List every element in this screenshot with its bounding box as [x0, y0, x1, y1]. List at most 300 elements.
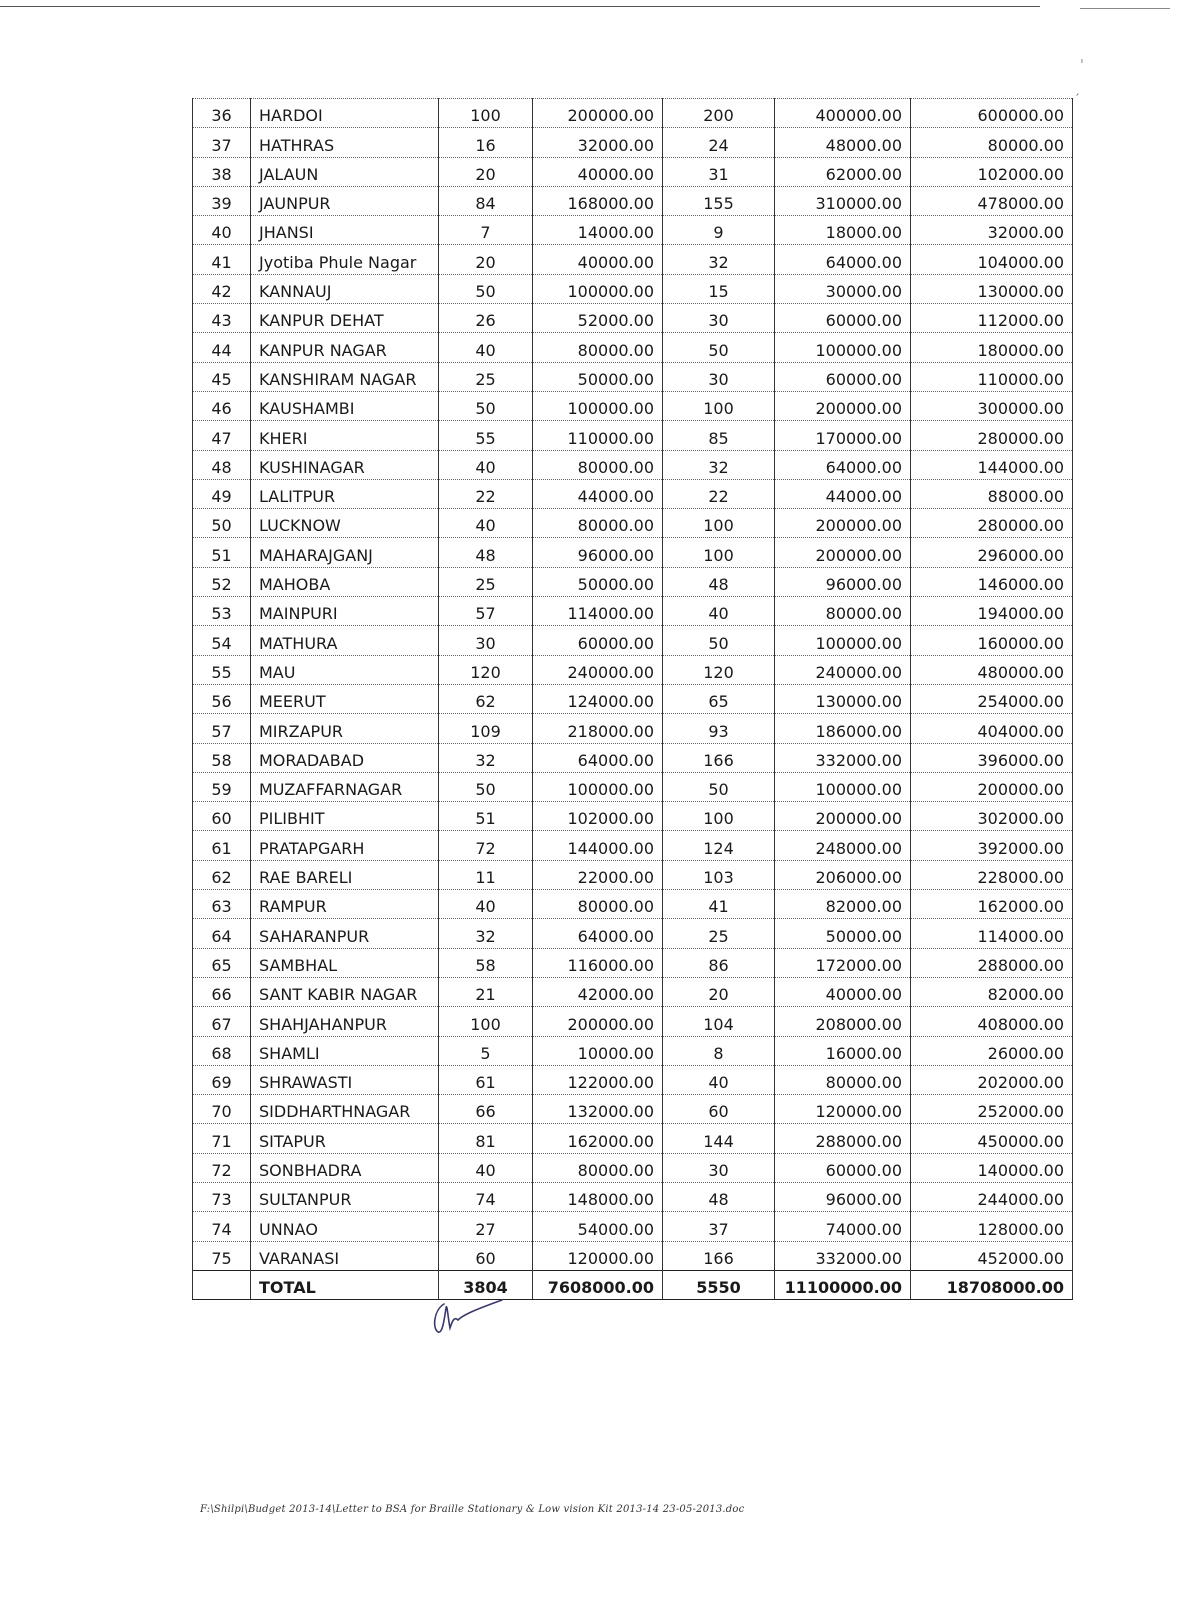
signature — [430, 1296, 510, 1342]
count-second-cell: 22 — [663, 479, 775, 508]
row-total-cell: 110000.00 — [911, 362, 1073, 391]
district-name-cell: SAHARANPUR — [251, 919, 439, 948]
amount-first-cell: 50000.00 — [533, 362, 663, 391]
amount-first-cell: 96000.00 — [533, 538, 663, 567]
row-total-cell: 478000.00 — [911, 186, 1073, 215]
row-total-cell: 392000.00 — [911, 831, 1073, 860]
table-row — [193, 743, 1073, 772]
amount-first-cell: 44000.00 — [533, 479, 663, 508]
district-name-cell: MIRZAPUR — [251, 714, 439, 743]
document-file-path: F:\Shilpi\Budget 2013-14\Letter to BSA for Braille Stationary & Low vision Kit 2013-14 23-05-2013.doc — [200, 1504, 745, 1515]
district-name-cell: LALITPUR — [251, 479, 439, 508]
row-total-cell: 140000.00 — [911, 1153, 1073, 1182]
amount-first-cell: 122000.00 — [533, 1065, 663, 1094]
count-first-cell: 62 — [439, 684, 533, 713]
table-row — [193, 1036, 1073, 1065]
row-total-cell: 160000.00 — [911, 626, 1073, 655]
count-second-cell: 120 — [663, 655, 775, 684]
margin-tick-mark: ′ — [1076, 92, 1080, 108]
row-total-cell: 244000.00 — [911, 1182, 1073, 1211]
count-first-cell: 74 — [439, 1182, 533, 1211]
row-total-cell: 194000.00 — [911, 597, 1073, 626]
district-name-cell: JAUNPUR — [251, 186, 439, 215]
serial-number-cell: 51 — [193, 538, 251, 567]
count-first-cell: 81 — [439, 1124, 533, 1153]
amount-first-cell: 32000.00 — [533, 128, 663, 157]
count-first-cell: 84 — [439, 186, 533, 215]
count-second-cell: 60 — [663, 1095, 775, 1124]
row-total-cell: 112000.00 — [911, 304, 1073, 333]
count-second-cell: 93 — [663, 714, 775, 743]
amount-first-cell: 52000.00 — [533, 304, 663, 333]
count-first-cell: 72 — [439, 831, 533, 860]
total-district-name-cell: TOTAL — [251, 1270, 439, 1299]
amount-first-cell: 162000.00 — [533, 1124, 663, 1153]
count-second-cell: 40 — [663, 1065, 775, 1094]
amount-second-cell: 50000.00 — [775, 919, 911, 948]
amount-first-cell: 64000.00 — [533, 919, 663, 948]
table-row — [193, 977, 1073, 1006]
row-total-cell: 102000.00 — [911, 157, 1073, 186]
table-row — [193, 1212, 1073, 1241]
serial-number-cell: 40 — [193, 216, 251, 245]
district-allocation-table — [192, 98, 1073, 1300]
count-first-cell: 55 — [439, 421, 533, 450]
serial-number-cell: 59 — [193, 772, 251, 801]
count-second-cell: 166 — [663, 743, 775, 772]
top-edge-rule-right — [1080, 8, 1170, 9]
count-second-cell: 25 — [663, 919, 775, 948]
district-name-cell: KAUSHAMBI — [251, 391, 439, 420]
serial-number-cell: 47 — [193, 421, 251, 450]
count-second-cell: 41 — [663, 890, 775, 919]
amount-second-cell: 100000.00 — [775, 772, 911, 801]
district-name-cell: RAE BARELI — [251, 860, 439, 889]
serial-number-cell: 48 — [193, 450, 251, 479]
serial-number-cell: 58 — [193, 743, 251, 772]
row-total-cell: 114000.00 — [911, 919, 1073, 948]
row-total-cell: 408000.00 — [911, 1007, 1073, 1036]
table-row — [193, 684, 1073, 713]
amount-first-cell: 60000.00 — [533, 626, 663, 655]
amount-first-cell: 218000.00 — [533, 714, 663, 743]
count-second-cell: 100 — [663, 509, 775, 538]
amount-first-cell: 120000.00 — [533, 1241, 663, 1270]
table-row — [193, 274, 1073, 303]
serial-number-cell: 36 — [193, 99, 251, 128]
serial-number-cell: 66 — [193, 977, 251, 1006]
amount-second-cell: 332000.00 — [775, 743, 911, 772]
count-first-cell: 100 — [439, 99, 533, 128]
serial-number-cell: 37 — [193, 128, 251, 157]
count-second-cell: 24 — [663, 128, 775, 157]
count-first-cell: 32 — [439, 743, 533, 772]
row-total-cell: 32000.00 — [911, 216, 1073, 245]
count-first-cell: 40 — [439, 450, 533, 479]
count-second-cell: 40 — [663, 597, 775, 626]
amount-first-cell: 100000.00 — [533, 772, 663, 801]
district-name-cell: SITAPUR — [251, 1124, 439, 1153]
serial-number-cell: 73 — [193, 1182, 251, 1211]
table-row — [193, 626, 1073, 655]
serial-number-cell: 61 — [193, 831, 251, 860]
table-row — [193, 597, 1073, 626]
count-second-cell: 32 — [663, 450, 775, 479]
amount-second-cell: 74000.00 — [775, 1212, 911, 1241]
district-name-cell: SIDDHARTHNAGAR — [251, 1095, 439, 1124]
amount-first-cell: 80000.00 — [533, 450, 663, 479]
amount-second-cell: 200000.00 — [775, 538, 911, 567]
amount-first-cell: 14000.00 — [533, 216, 663, 245]
count-first-cell: 30 — [439, 626, 533, 655]
district-name-cell: MAHOBA — [251, 567, 439, 596]
amount-second-cell: 96000.00 — [775, 1182, 911, 1211]
table-row — [193, 919, 1073, 948]
row-total-cell: 180000.00 — [911, 333, 1073, 362]
row-total-cell: 82000.00 — [911, 977, 1073, 1006]
total-amount-second-cell: 11100000.00 — [775, 1270, 911, 1299]
serial-number-cell: 57 — [193, 714, 251, 743]
amount-second-cell: 62000.00 — [775, 157, 911, 186]
district-name-cell: JALAUN — [251, 157, 439, 186]
count-first-cell: 109 — [439, 714, 533, 743]
count-second-cell: 103 — [663, 860, 775, 889]
amount-second-cell: 332000.00 — [775, 1241, 911, 1270]
amount-second-cell: 60000.00 — [775, 304, 911, 333]
row-total-cell: 300000.00 — [911, 391, 1073, 420]
count-second-cell: 155 — [663, 186, 775, 215]
count-second-cell: 48 — [663, 1182, 775, 1211]
table-row — [193, 1095, 1073, 1124]
table-row — [193, 509, 1073, 538]
district-name-cell: VARANASI — [251, 1241, 439, 1270]
count-second-cell: 100 — [663, 538, 775, 567]
table-row — [193, 1007, 1073, 1036]
top-edge-rule — [0, 6, 1040, 7]
count-first-cell: 50 — [439, 274, 533, 303]
district-name-cell: KANPUR DEHAT — [251, 304, 439, 333]
district-name-cell: KHERI — [251, 421, 439, 450]
count-first-cell: 7 — [439, 216, 533, 245]
amount-first-cell: 22000.00 — [533, 860, 663, 889]
row-total-cell: 280000.00 — [911, 509, 1073, 538]
row-total-cell: 288000.00 — [911, 948, 1073, 977]
district-name-cell: KANPUR NAGAR — [251, 333, 439, 362]
amount-first-cell: 64000.00 — [533, 743, 663, 772]
total-row-total-cell: 18708000.00 — [911, 1270, 1073, 1299]
amount-second-cell: 44000.00 — [775, 479, 911, 508]
table-row — [193, 128, 1073, 157]
district-name-cell: Jyotiba Phule Nagar — [251, 245, 439, 274]
row-total-cell: 80000.00 — [911, 128, 1073, 157]
table-row — [193, 1124, 1073, 1153]
amount-first-cell: 144000.00 — [533, 831, 663, 860]
amount-first-cell: 100000.00 — [533, 274, 663, 303]
count-first-cell: 40 — [439, 509, 533, 538]
amount-second-cell: 200000.00 — [775, 802, 911, 831]
district-name-cell: JHANSI — [251, 216, 439, 245]
row-total-cell: 202000.00 — [911, 1065, 1073, 1094]
amount-second-cell: 64000.00 — [775, 450, 911, 479]
serial-number-cell: 41 — [193, 245, 251, 274]
amount-first-cell: 132000.00 — [533, 1095, 663, 1124]
table-row — [193, 391, 1073, 420]
table-row — [193, 421, 1073, 450]
count-second-cell: 50 — [663, 333, 775, 362]
count-first-cell: 25 — [439, 567, 533, 596]
count-second-cell: 15 — [663, 274, 775, 303]
table-row — [193, 1182, 1073, 1211]
table-row — [193, 216, 1073, 245]
amount-second-cell: 240000.00 — [775, 655, 911, 684]
amount-second-cell: 48000.00 — [775, 128, 911, 157]
table-row — [193, 567, 1073, 596]
count-second-cell: 100 — [663, 391, 775, 420]
row-total-cell: 144000.00 — [911, 450, 1073, 479]
count-first-cell: 57 — [439, 597, 533, 626]
count-second-cell: 30 — [663, 304, 775, 333]
serial-number-cell: 62 — [193, 860, 251, 889]
row-total-cell: 296000.00 — [911, 538, 1073, 567]
amount-second-cell: 186000.00 — [775, 714, 911, 743]
table-row — [193, 304, 1073, 333]
district-name-cell: MATHURA — [251, 626, 439, 655]
amount-second-cell: 100000.00 — [775, 626, 911, 655]
table-row — [193, 772, 1073, 801]
amount-second-cell: 80000.00 — [775, 597, 911, 626]
count-second-cell: 50 — [663, 772, 775, 801]
amount-first-cell: 80000.00 — [533, 890, 663, 919]
table-row — [193, 1065, 1073, 1094]
district-name-cell: KANSHIRAM NAGAR — [251, 362, 439, 391]
count-first-cell: 27 — [439, 1212, 533, 1241]
row-total-cell: 280000.00 — [911, 421, 1073, 450]
count-first-cell: 40 — [439, 333, 533, 362]
margin-tick-mark: ˈ — [1080, 58, 1084, 74]
table-row — [193, 479, 1073, 508]
serial-number-cell: 46 — [193, 391, 251, 420]
serial-number-cell: 67 — [193, 1007, 251, 1036]
amount-first-cell: 114000.00 — [533, 597, 663, 626]
count-second-cell: 100 — [663, 802, 775, 831]
district-name-cell: MEERUT — [251, 684, 439, 713]
amount-first-cell: 80000.00 — [533, 333, 663, 362]
count-first-cell: 40 — [439, 1153, 533, 1182]
count-second-cell: 200 — [663, 99, 775, 128]
count-second-cell: 31 — [663, 157, 775, 186]
serial-number-cell: 50 — [193, 509, 251, 538]
table-row — [193, 655, 1073, 684]
serial-number-cell: 60 — [193, 802, 251, 831]
amount-first-cell: 80000.00 — [533, 1153, 663, 1182]
count-second-cell: 37 — [663, 1212, 775, 1241]
district-name-cell: SANT KABIR NAGAR — [251, 977, 439, 1006]
count-second-cell: 30 — [663, 1153, 775, 1182]
serial-number-cell: 72 — [193, 1153, 251, 1182]
count-first-cell: 32 — [439, 919, 533, 948]
count-first-cell: 50 — [439, 391, 533, 420]
amount-second-cell: 18000.00 — [775, 216, 911, 245]
table-row — [193, 450, 1073, 479]
table-row — [193, 860, 1073, 889]
count-second-cell: 104 — [663, 1007, 775, 1036]
table-row — [193, 186, 1073, 215]
row-total-cell: 254000.00 — [911, 684, 1073, 713]
count-second-cell: 144 — [663, 1124, 775, 1153]
table-row — [193, 1241, 1073, 1270]
amount-second-cell: 310000.00 — [775, 186, 911, 215]
count-second-cell: 124 — [663, 831, 775, 860]
district-name-cell: PILIBHIT — [251, 802, 439, 831]
serial-number-cell: 70 — [193, 1095, 251, 1124]
amount-first-cell: 40000.00 — [533, 245, 663, 274]
count-second-cell: 50 — [663, 626, 775, 655]
amount-first-cell: 100000.00 — [533, 391, 663, 420]
signature-mark — [430, 1296, 510, 1338]
serial-number-cell: 63 — [193, 890, 251, 919]
table-row — [193, 245, 1073, 274]
amount-second-cell: 30000.00 — [775, 274, 911, 303]
row-total-cell: 26000.00 — [911, 1036, 1073, 1065]
serial-number-cell: 53 — [193, 597, 251, 626]
amount-second-cell: 200000.00 — [775, 509, 911, 538]
amount-second-cell: 64000.00 — [775, 245, 911, 274]
amount-second-cell: 170000.00 — [775, 421, 911, 450]
amount-second-cell: 248000.00 — [775, 831, 911, 860]
count-first-cell: 61 — [439, 1065, 533, 1094]
row-total-cell: 162000.00 — [911, 890, 1073, 919]
district-name-cell: MUZAFFARNAGAR — [251, 772, 439, 801]
district-name-cell: SHRAWASTI — [251, 1065, 439, 1094]
row-total-cell: 302000.00 — [911, 802, 1073, 831]
amount-first-cell: 40000.00 — [533, 157, 663, 186]
table-row — [193, 890, 1073, 919]
amount-first-cell: 240000.00 — [533, 655, 663, 684]
row-total-cell: 104000.00 — [911, 245, 1073, 274]
row-total-cell: 228000.00 — [911, 860, 1073, 889]
amount-second-cell: 130000.00 — [775, 684, 911, 713]
serial-number-cell: 54 — [193, 626, 251, 655]
serial-number-cell: 42 — [193, 274, 251, 303]
count-first-cell: 48 — [439, 538, 533, 567]
row-total-cell: 480000.00 — [911, 655, 1073, 684]
serial-number-cell: 38 — [193, 157, 251, 186]
count-first-cell: 5 — [439, 1036, 533, 1065]
count-first-cell: 26 — [439, 304, 533, 333]
count-second-cell: 65 — [663, 684, 775, 713]
table-row — [193, 948, 1073, 977]
serial-number-cell: 43 — [193, 304, 251, 333]
district-name-cell: LUCKNOW — [251, 509, 439, 538]
row-total-cell: 396000.00 — [911, 743, 1073, 772]
amount-second-cell: 206000.00 — [775, 860, 911, 889]
table-row — [193, 714, 1073, 743]
amount-second-cell: 120000.00 — [775, 1095, 911, 1124]
table-row — [193, 1153, 1073, 1182]
total-serial-number-cell — [193, 1270, 251, 1299]
serial-number-cell: 75 — [193, 1241, 251, 1270]
amount-first-cell: 200000.00 — [533, 1007, 663, 1036]
amount-first-cell: 10000.00 — [533, 1036, 663, 1065]
total-count-first-cell: 3804 — [439, 1270, 533, 1299]
serial-number-cell: 52 — [193, 567, 251, 596]
district-name-cell: SONBHADRA — [251, 1153, 439, 1182]
count-first-cell: 66 — [439, 1095, 533, 1124]
row-total-cell: 200000.00 — [911, 772, 1073, 801]
amount-second-cell: 208000.00 — [775, 1007, 911, 1036]
count-first-cell: 51 — [439, 802, 533, 831]
amount-second-cell: 200000.00 — [775, 391, 911, 420]
count-second-cell: 86 — [663, 948, 775, 977]
count-second-cell: 166 — [663, 1241, 775, 1270]
amount-second-cell: 80000.00 — [775, 1065, 911, 1094]
district-name-cell: RAMPUR — [251, 890, 439, 919]
district-name-cell: MAU — [251, 655, 439, 684]
amount-first-cell: 200000.00 — [533, 99, 663, 128]
count-first-cell: 22 — [439, 479, 533, 508]
amount-second-cell: 100000.00 — [775, 333, 911, 362]
serial-number-cell: 69 — [193, 1065, 251, 1094]
amount-first-cell: 168000.00 — [533, 186, 663, 215]
table-row — [193, 362, 1073, 391]
amount-second-cell: 400000.00 — [775, 99, 911, 128]
count-second-cell: 48 — [663, 567, 775, 596]
row-total-cell: 452000.00 — [911, 1241, 1073, 1270]
table-row — [193, 831, 1073, 860]
table-row — [193, 802, 1073, 831]
count-second-cell: 20 — [663, 977, 775, 1006]
amount-second-cell: 60000.00 — [775, 362, 911, 391]
district-name-cell: KANNAUJ — [251, 274, 439, 303]
serial-number-cell: 56 — [193, 684, 251, 713]
serial-number-cell: 49 — [193, 479, 251, 508]
amount-second-cell: 16000.00 — [775, 1036, 911, 1065]
district-name-cell: MORADABAD — [251, 743, 439, 772]
row-total-cell: 404000.00 — [911, 714, 1073, 743]
amount-first-cell: 42000.00 — [533, 977, 663, 1006]
amount-first-cell: 50000.00 — [533, 567, 663, 596]
amount-second-cell: 60000.00 — [775, 1153, 911, 1182]
count-first-cell: 40 — [439, 890, 533, 919]
row-total-cell: 130000.00 — [911, 274, 1073, 303]
row-total-cell: 88000.00 — [911, 479, 1073, 508]
district-name-cell: UNNAO — [251, 1212, 439, 1241]
table-row — [193, 333, 1073, 362]
count-first-cell: 25 — [439, 362, 533, 391]
count-first-cell: 50 — [439, 772, 533, 801]
amount-second-cell: 82000.00 — [775, 890, 911, 919]
table-row — [193, 99, 1073, 128]
district-name-cell: SULTANPUR — [251, 1182, 439, 1211]
count-second-cell: 9 — [663, 216, 775, 245]
count-second-cell: 30 — [663, 362, 775, 391]
amount-first-cell: 110000.00 — [533, 421, 663, 450]
district-name-cell: SHAHJAHANPUR — [251, 1007, 439, 1036]
count-first-cell: 120 — [439, 655, 533, 684]
count-first-cell: 60 — [439, 1241, 533, 1270]
amount-first-cell: 124000.00 — [533, 684, 663, 713]
total-row — [193, 1270, 1073, 1299]
count-first-cell: 20 — [439, 245, 533, 274]
district-name-cell: SAMBHAL — [251, 948, 439, 977]
count-first-cell: 20 — [439, 157, 533, 186]
table-row — [193, 157, 1073, 186]
amount-first-cell: 54000.00 — [533, 1212, 663, 1241]
row-total-cell: 600000.00 — [911, 99, 1073, 128]
serial-number-cell: 45 — [193, 362, 251, 391]
amount-second-cell: 288000.00 — [775, 1124, 911, 1153]
district-name-cell: HARDOI — [251, 99, 439, 128]
